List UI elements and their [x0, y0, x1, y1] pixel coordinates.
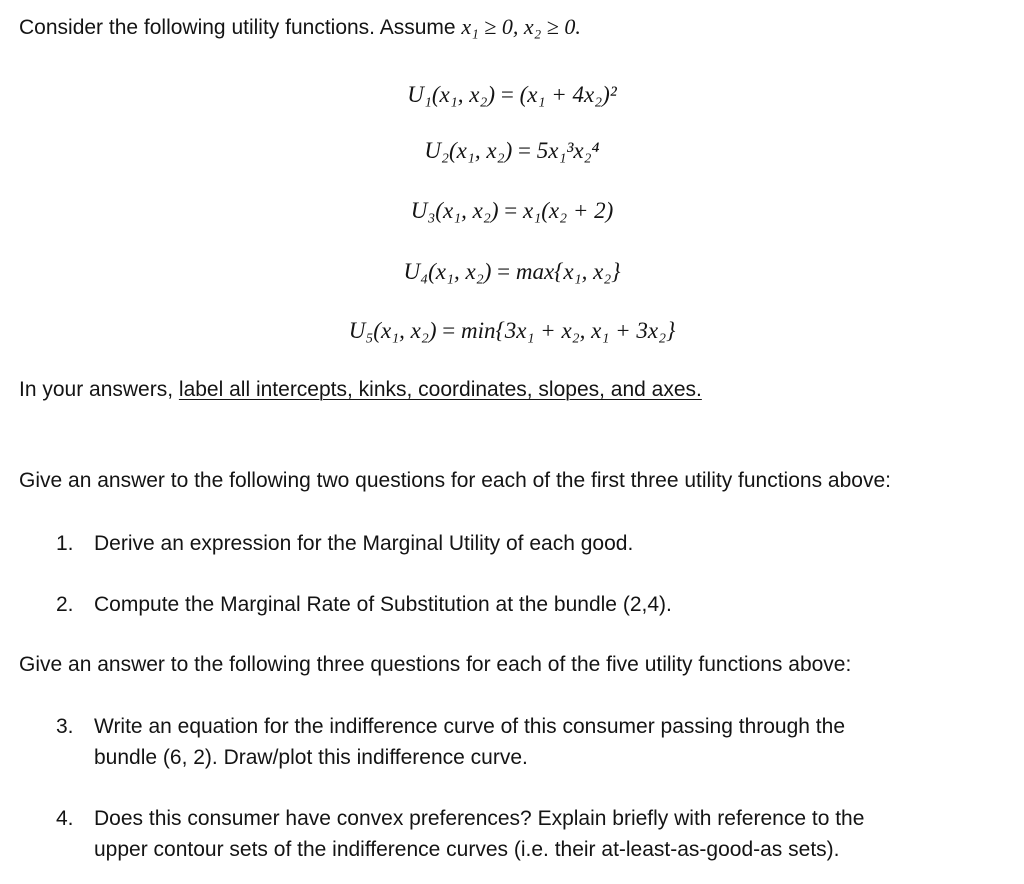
question-number: 2.: [56, 593, 74, 616]
question-text-line1: Does this consumer have convex preferences? Explain briefly with reference to the: [94, 807, 865, 830]
utility-equation-5: U₅(x₁, x₂) = min{3x₁ + x₂, x₁ + 3x₂}: [348, 318, 676, 343]
question-3: [56, 711, 845, 769]
section2-heading: Give an answer to the following three questions for each of the five utility functions above:: [19, 653, 852, 676]
utility-expression: max{x₁, x₂}: [515, 259, 621, 284]
utility-equation-2: U₂(x₁, x₂) = 5x₁³x₂⁴: [424, 138, 600, 163]
utility-label: U₃(x₁, x₂): [410, 198, 499, 223]
utility-label: U₄(x₁, x₂): [403, 259, 492, 284]
instruction-sentence: [19, 377, 702, 403]
intro-condition: x₁ ≥ 0, x₂ ≥ 0.: [461, 14, 581, 39]
question-text-line2: bundle (6, 2). Draw/plot this indifference curve.: [94, 746, 528, 769]
question-text-line1: Write an equation for the indifference curve of this consumer passing through the: [94, 715, 845, 738]
question-text: Derive an expression for the Marginal Utility of each good.: [94, 532, 634, 555]
instruction-prefix: In your answers,: [19, 378, 179, 401]
question-text: Compute the Marginal Rate of Substitution at the bundle (2,4).: [94, 593, 672, 616]
utility-expression: min{3x₁ + x₂, x₁ + 3x₂}: [461, 318, 676, 343]
intro-text: Consider the following utility functions. Assume: [19, 16, 462, 39]
question-number: 1.: [56, 532, 74, 555]
intro-sentence: [19, 14, 581, 41]
utility-label: U₁(x₁, x₂): [407, 82, 496, 107]
utility-equation-4: U₄(x₁, x₂) = max{x₁, x₂}: [403, 259, 621, 284]
instruction-underlined: label all intercepts, kinks, coordinates, slopes, and axes.: [178, 378, 702, 401]
question-number: 4.: [56, 807, 74, 830]
utility-equation-1: U₁(x₁, x₂) = (x₁ + 4x₂)²: [407, 82, 617, 107]
question-number: 3.: [56, 715, 74, 738]
question-text-line2: upper contour sets of the indifference curves (i.e. their at-least-as-good-as sets).: [94, 838, 840, 861]
question-1: [56, 528, 633, 559]
utility-expression: (x₁ + 4x₂)²: [519, 82, 617, 107]
utility-equation-3: U₃(x₁, x₂) = x₁(x₂ + 2): [410, 198, 614, 223]
utility-expression: 5x₁³x₂⁴: [536, 138, 600, 163]
section1-heading: Give an answer to the following two questions for each of the first three utility functions above:: [19, 469, 891, 492]
utility-expression: x₁(x₂ + 2): [523, 198, 614, 223]
utility-label: U₂(x₁, x₂): [424, 138, 513, 163]
question-2: [56, 589, 672, 620]
question-4: [56, 803, 865, 861]
utility-label: U₅(x₁, x₂): [348, 318, 437, 343]
